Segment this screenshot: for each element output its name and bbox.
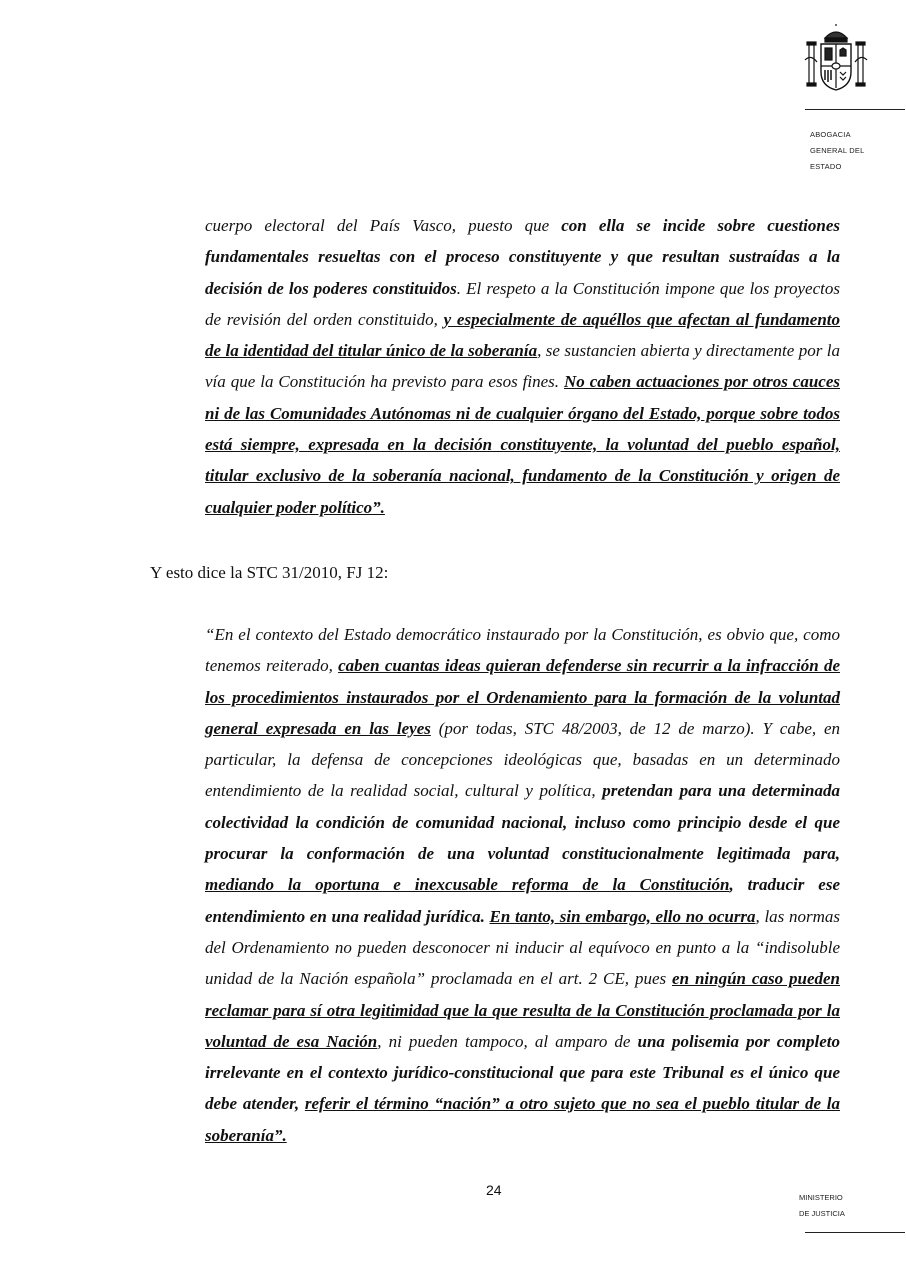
quote-segment: No caben actuaciones por otros cauces ni de las Comunidades Autónomas ni de cualquier órgano del Estado, porque sobre todos está siempre, expresada en la decisión constituyente, la voluntad del pueblo español, titular exclusivo de la soberanía nacional, fundamento de la Constitución y origen de cualquier poder político”. — [205, 372, 840, 517]
spanish-coat-of-arms-icon — [803, 24, 869, 94]
agency-line: ESTADO — [810, 162, 842, 171]
agency-label — [810, 127, 864, 175]
quote-segment: mediando la oportuna e inexcusable reforma de la Constitución — [205, 875, 730, 895]
ministry-line: MINISTERIO — [799, 1193, 843, 1202]
quote-segment: referir el término “nación” a otro sujeto que no sea el pueblo titular de la soberanía”. — [205, 1094, 840, 1145]
quote-segment: , ni pueden tampoco, al amparo de — [377, 1031, 638, 1051]
quote-segment: “En el contexto del Estado democrático instaurado por la Constitución, es obvio que, como tenemos reiterado, — [205, 625, 840, 676]
quote-segment: con ella se incide sobre cuestiones fundamentales resueltas con el proceso constituyente y que resultan sustraídas a la decisión de los poderes constituidos — [205, 216, 840, 298]
quote-segment: , las normas del Ordenamiento no pueden desconocer ni inducir al equívoco en punto a la “indisoluble unidad de la Nación española” proclamada en el art. 2 CE, pues — [205, 906, 840, 989]
footer-rule — [805, 1232, 905, 1233]
ministry-label — [799, 1190, 845, 1222]
quote-block-1 — [205, 210, 840, 523]
quote-block-2 — [205, 619, 840, 1151]
page-number: 24 — [486, 1182, 502, 1198]
quote-segment: , se sustancien abierta y directamente por la vía que la Constitución ha previsto para esos fines. — [205, 341, 840, 392]
quote-segment: En tanto, sin embargo, ello no ocurra — [489, 906, 756, 926]
header-rule — [805, 109, 905, 110]
quote-segment: caben cuantas ideas quieran defenderse sin recurrir a la infracción de los procedimientos instaurados por el Ordenamiento para la formación de la voluntad general expresada en las leyes — [205, 656, 840, 738]
ministry-line: DE JUSTICIA — [799, 1209, 845, 1218]
quote-segment: pretendan para una determinada colectividad la condición de comunidad nacional, incluso como principio desde el que procurar la conformación de una voluntad constitucionalmente legitimada para, — [205, 781, 840, 864]
agency-line: GENERAL DEL — [810, 146, 865, 155]
quote-segment: cuerpo electoral del País Vasco, puesto que — [205, 216, 562, 235]
quote-segment: . El respeto a la Constitución impone que los proyectos de revisión del orden constituido, — [205, 278, 840, 329]
quote-segment: , traducir ese entendimiento en una realidad jurídica. — [205, 875, 840, 926]
quote-segment: (por todas, STC 48/2003, de 12 de marzo). Y cabe, en particular, la defensa de concepciones ideológicas que, basadas en un determinado entendimiento de la realidad social, cultural y política, — [205, 718, 840, 801]
quote-segment: y especialmente de aquéllos que afectan al fundamento de la identidad del titular único de la soberanía — [205, 309, 840, 361]
quote-segment: una polisemia por completo irrelevante en el contexto jurídico-constitucional que para este Tribunal es el único que debe atender, — [205, 1031, 841, 1114]
quote-segment: en ningún caso pueden reclamar para sí otra legitimidad que la que resulta de la Constitución proclamada por la voluntad de esa Nación — [205, 969, 840, 1051]
agency-line: ABOGACIA — [810, 130, 851, 139]
intro-paragraph: Y esto dice la STC 31/2010, FJ 12: — [150, 563, 389, 582]
